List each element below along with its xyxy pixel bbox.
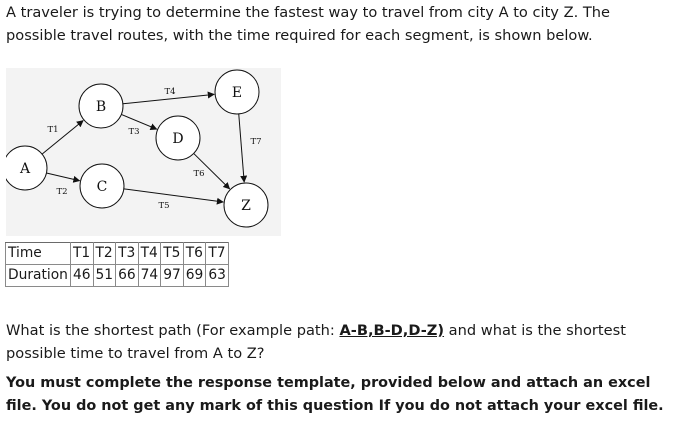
time-cell: T5 bbox=[161, 243, 184, 265]
edge-label-t4: T4 bbox=[164, 87, 176, 97]
attachment-notice: You must complete the response template, provided below and attach an excel file. You do not get any mark of this question If you do not attach your excel file. bbox=[6, 375, 664, 414]
node-label-b: B bbox=[95, 99, 107, 115]
node-label-e: E bbox=[231, 85, 243, 101]
node-label-d: D bbox=[172, 131, 184, 147]
row-header-time: Time bbox=[6, 243, 71, 265]
question-before: What is the shortest path (For example path: bbox=[6, 322, 340, 339]
duration-cell: 69 bbox=[183, 265, 206, 287]
duration-cell: 74 bbox=[138, 265, 161, 287]
time-row bbox=[6, 243, 229, 265]
duration-row bbox=[6, 265, 229, 287]
edge-c-z bbox=[124, 189, 223, 202]
duration-table bbox=[5, 242, 229, 287]
duration-cell: 46 bbox=[70, 265, 93, 287]
node-label-a: A bbox=[19, 161, 31, 177]
question-after: and what is the shortest possible time to travel from A to Z? bbox=[6, 322, 626, 362]
edge-label-t2: T2 bbox=[56, 187, 68, 197]
node-label-z: Z bbox=[241, 198, 251, 214]
time-cell: T6 bbox=[183, 243, 206, 265]
node-label-c: C bbox=[96, 179, 108, 195]
route-graph bbox=[6, 68, 281, 236]
edge-label-t1: T1 bbox=[47, 125, 59, 135]
edge-a-c bbox=[46, 173, 79, 181]
edge-label-t6: T6 bbox=[193, 169, 205, 179]
duration-cell: 63 bbox=[206, 265, 229, 287]
question-text bbox=[6, 320, 670, 365]
time-cell: T2 bbox=[93, 243, 116, 265]
time-cell: T4 bbox=[138, 243, 161, 265]
example-path: A-B,B-D,D-Z) bbox=[339, 322, 445, 339]
edge-e-z bbox=[239, 114, 244, 182]
time-cell: T3 bbox=[116, 243, 139, 265]
edge-label-t5: T5 bbox=[158, 201, 170, 211]
time-cell: T1 bbox=[70, 243, 93, 265]
duration-cell: 51 bbox=[93, 265, 116, 287]
duration-cell: 97 bbox=[161, 265, 184, 287]
row-header-duration: Duration bbox=[6, 265, 71, 287]
time-cell: T7 bbox=[206, 243, 229, 265]
route-diagram bbox=[6, 68, 281, 236]
problem-intro: A traveler is trying to determine the fastest way to travel from city A to city Z. The possible travel routes, with the time required for each segment, is shown below. bbox=[6, 4, 610, 44]
edge-label-t3: T3 bbox=[128, 127, 140, 137]
edge-label-t7: T7 bbox=[250, 137, 262, 147]
duration-cell: 66 bbox=[116, 265, 139, 287]
